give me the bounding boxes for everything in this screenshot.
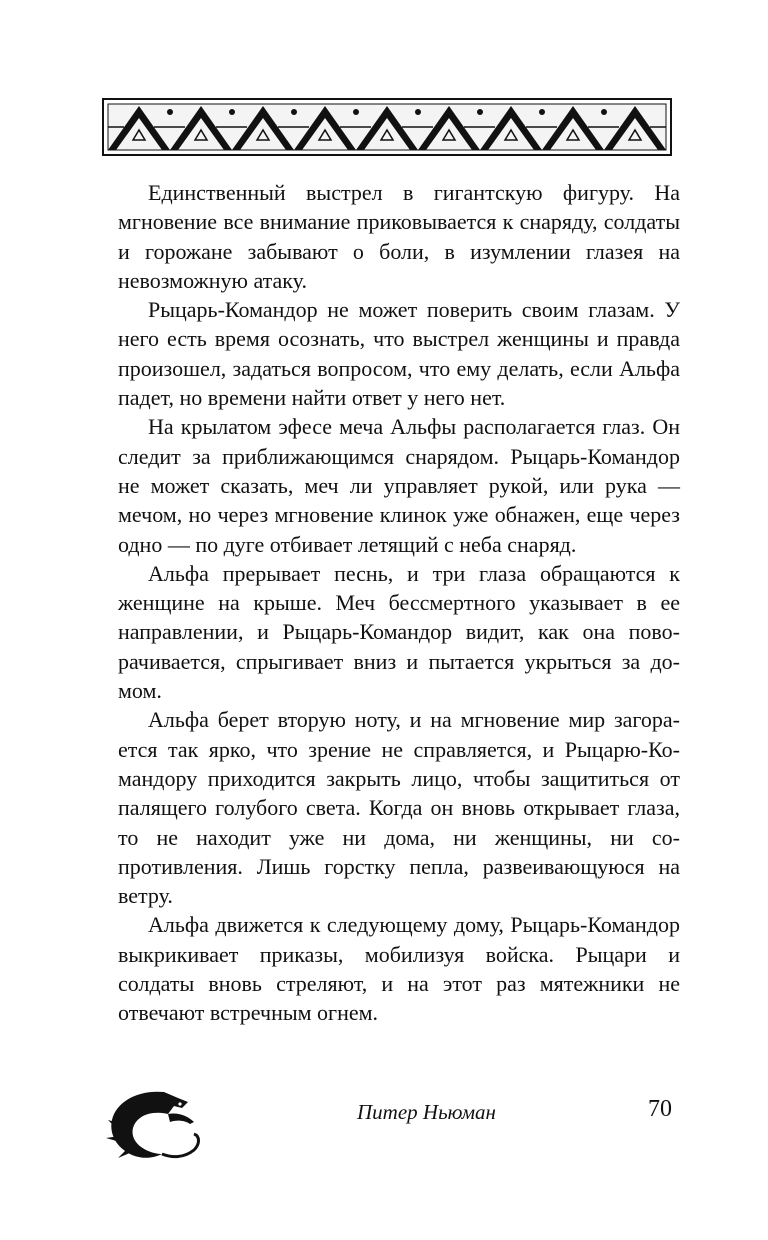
page-footer [102,1074,672,1174]
dragon-icon [102,1084,212,1166]
paragraph: Альфа берет вторую ноту, и на мгновение мир загорается так ярко, что зрение не справляется, и Рыцарю-Командору приходится закрыть лицо, чтобы защититься от палящего голубого света. Когда он вновь открывает глаза, то не находит уже ни дома, ни женщины, ни сопротивления. Лишь горстку пепла, развеивающуюся на ветру. [118,707,680,909]
paragraph: Альфа движется к следующему дому, Рыцарь-Командор выкрикивает приказы, мобилизуя войска. Рыцари и солдаты вновь стреляют, и на этот раз мятежники не отвечают встречным огнем. [118,912,680,1026]
paragraph: На крылатом эфесе меча Альфы располагается глаз. Он следит за приближающимся снарядом. Рыцарь-Командор не может сказать, меч ли управляет рукой, или рука — мечом, но через мгновение клинок уже обнажен, еще через одно — по дуге отбивает летящий с неба снаряд. [118,414,680,557]
paragraph: Единственный выстрел в гигантскую фигуру. На мгновение все внимание приковывается к снаряду, солдаты и горожане забывают о боли, в изумлении глазея на невозможную атаку. [118,180,680,293]
paragraph: Рыцарь-Командор не может поверить своим глазам. У него есть время осознать, что выстрел женщины и правда произошел, задаться вопросом, что ему делать, если Альфа падет, но времени найти ответ у него нет. [118,297,680,411]
footer-author: Питер Ньюман [357,1100,496,1124]
ornamental-border-icon [102,96,672,158]
paragraph: Альфа прерывает песнь, и три глаза обращаются к женщине на крыше. Меч бессмертного указывает в ее направлении, и Рыцарь-Командор видит, как она поворачивается, спрыгивает вниз и пытается укрыться за домом. [118,560,680,704]
body-text [118,178,680,1028]
page-number: 70 [648,1096,672,1122]
